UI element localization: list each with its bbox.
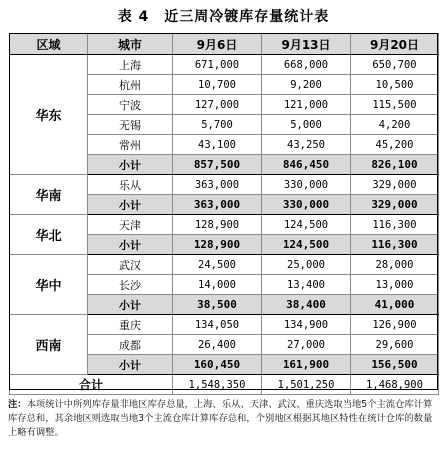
footnote-prefix: 注： — [8, 399, 27, 410]
city-cell: 上海 — [88, 55, 173, 75]
table-body — [10, 55, 439, 395]
subtotal-label: 小计 — [88, 295, 173, 315]
value-cell: 363,000 — [173, 175, 262, 195]
subtotal-value: 330,000 — [262, 195, 351, 215]
city-cell: 杭州 — [88, 75, 173, 95]
value-cell: 26,400 — [173, 335, 262, 355]
value-cell: 4,200 — [351, 115, 439, 135]
subtotal-value: 38,400 — [262, 295, 351, 315]
subtotal-value: 329,000 — [351, 195, 439, 215]
value-cell: 10,500 — [351, 75, 439, 95]
value-cell: 27,000 — [262, 335, 351, 355]
subtotal-value: 826,100 — [351, 155, 439, 175]
city-cell: 武汉 — [88, 255, 173, 275]
value-cell: 29,600 — [351, 335, 439, 355]
value-cell: 24,500 — [173, 255, 262, 275]
value-cell: 5,000 — [262, 115, 351, 135]
subtotal-value: 857,500 — [173, 155, 262, 175]
city-cell: 无锡 — [88, 115, 173, 135]
table-row — [10, 175, 439, 195]
table-row — [10, 215, 439, 235]
value-cell: 134,900 — [262, 315, 351, 335]
header-row — [10, 34, 439, 55]
city-cell: 宁波 — [88, 95, 173, 115]
subtotal-label: 小计 — [88, 155, 173, 175]
total-row — [10, 375, 439, 395]
value-cell: 650,700 — [351, 55, 439, 75]
subtotal-value: 128,900 — [173, 235, 262, 255]
region-cell: 华中 — [10, 255, 88, 315]
header-region: 区域 — [10, 34, 88, 55]
subtotal-value: 116,300 — [351, 235, 439, 255]
value-cell: 329,000 — [351, 175, 439, 195]
value-cell: 9,200 — [262, 75, 351, 95]
value-cell: 134,050 — [173, 315, 262, 335]
city-cell: 成都 — [88, 335, 173, 355]
value-cell: 14,000 — [173, 275, 262, 295]
table-row — [10, 315, 439, 335]
region-cell: 华北 — [10, 215, 88, 255]
value-cell: 43,100 — [173, 135, 262, 155]
value-cell: 10,700 — [173, 75, 262, 95]
subtotal-value: 41,000 — [351, 295, 439, 315]
header-city: 城市 — [88, 34, 173, 55]
value-cell: 5,700 — [173, 115, 262, 135]
value-cell: 330,000 — [262, 175, 351, 195]
city-cell: 天津 — [88, 215, 173, 235]
header-date-3: 9月20日 — [351, 34, 439, 55]
value-cell: 13,400 — [262, 275, 351, 295]
city-cell: 乐从 — [88, 175, 173, 195]
value-cell: 124,500 — [262, 215, 351, 235]
inventory-table — [9, 33, 439, 395]
total-value: 1,468,900 — [351, 375, 439, 395]
subtotal-value: 160,450 — [173, 355, 262, 375]
table-row — [10, 255, 439, 275]
value-cell: 671,000 — [173, 55, 262, 75]
value-cell: 127,000 — [173, 95, 262, 115]
city-cell: 长沙 — [88, 275, 173, 295]
value-cell: 128,900 — [173, 215, 262, 235]
value-cell: 25,000 — [262, 255, 351, 275]
subtotal-value: 846,450 — [262, 155, 351, 175]
subtotal-value: 363,000 — [173, 195, 262, 215]
region-cell: 华南 — [10, 175, 88, 215]
value-cell: 28,000 — [351, 255, 439, 275]
table-title: 表 4 近三周冷镀库存量统计表 — [117, 9, 330, 25]
header-date-1: 9月6日 — [173, 34, 262, 55]
region-cell: 西南 — [10, 315, 88, 375]
value-cell: 45,200 — [351, 135, 439, 155]
value-cell: 121,000 — [262, 95, 351, 115]
subtotal-label: 小计 — [88, 235, 173, 255]
subtotal-value: 156,500 — [351, 355, 439, 375]
value-cell: 668,000 — [262, 55, 351, 75]
total-label: 合计 — [10, 375, 173, 395]
total-value: 1,548,350 — [173, 375, 262, 395]
subtotal-value: 38,500 — [173, 295, 262, 315]
value-cell: 13,000 — [351, 275, 439, 295]
value-cell: 115,500 — [351, 95, 439, 115]
table-row — [10, 55, 439, 75]
footnote-text: 本项统计中所列库存量非地区库存总量，上海、乐从、天津、武汉、重庆选取当地5个主流仓库计算库存总和，其余地区则选取当地3个主流仓库计算库存总和，个别地区根据其地区特性在统计仓库的数量上略有调整。 — [8, 399, 433, 438]
region-cell: 华东 — [10, 55, 88, 175]
value-cell: 43,250 — [262, 135, 351, 155]
total-value: 1,501,250 — [262, 375, 351, 395]
value-cell: 116,300 — [351, 215, 439, 235]
value-cell: 126,900 — [351, 315, 439, 335]
subtotal-label: 小计 — [88, 355, 173, 375]
subtotal-label: 小计 — [88, 195, 173, 215]
city-cell: 重庆 — [88, 315, 173, 335]
header-date-2: 9月13日 — [262, 34, 351, 55]
city-cell: 常州 — [88, 135, 173, 155]
subtotal-value: 124,500 — [262, 235, 351, 255]
footnote — [8, 398, 440, 440]
subtotal-value: 161,900 — [262, 355, 351, 375]
